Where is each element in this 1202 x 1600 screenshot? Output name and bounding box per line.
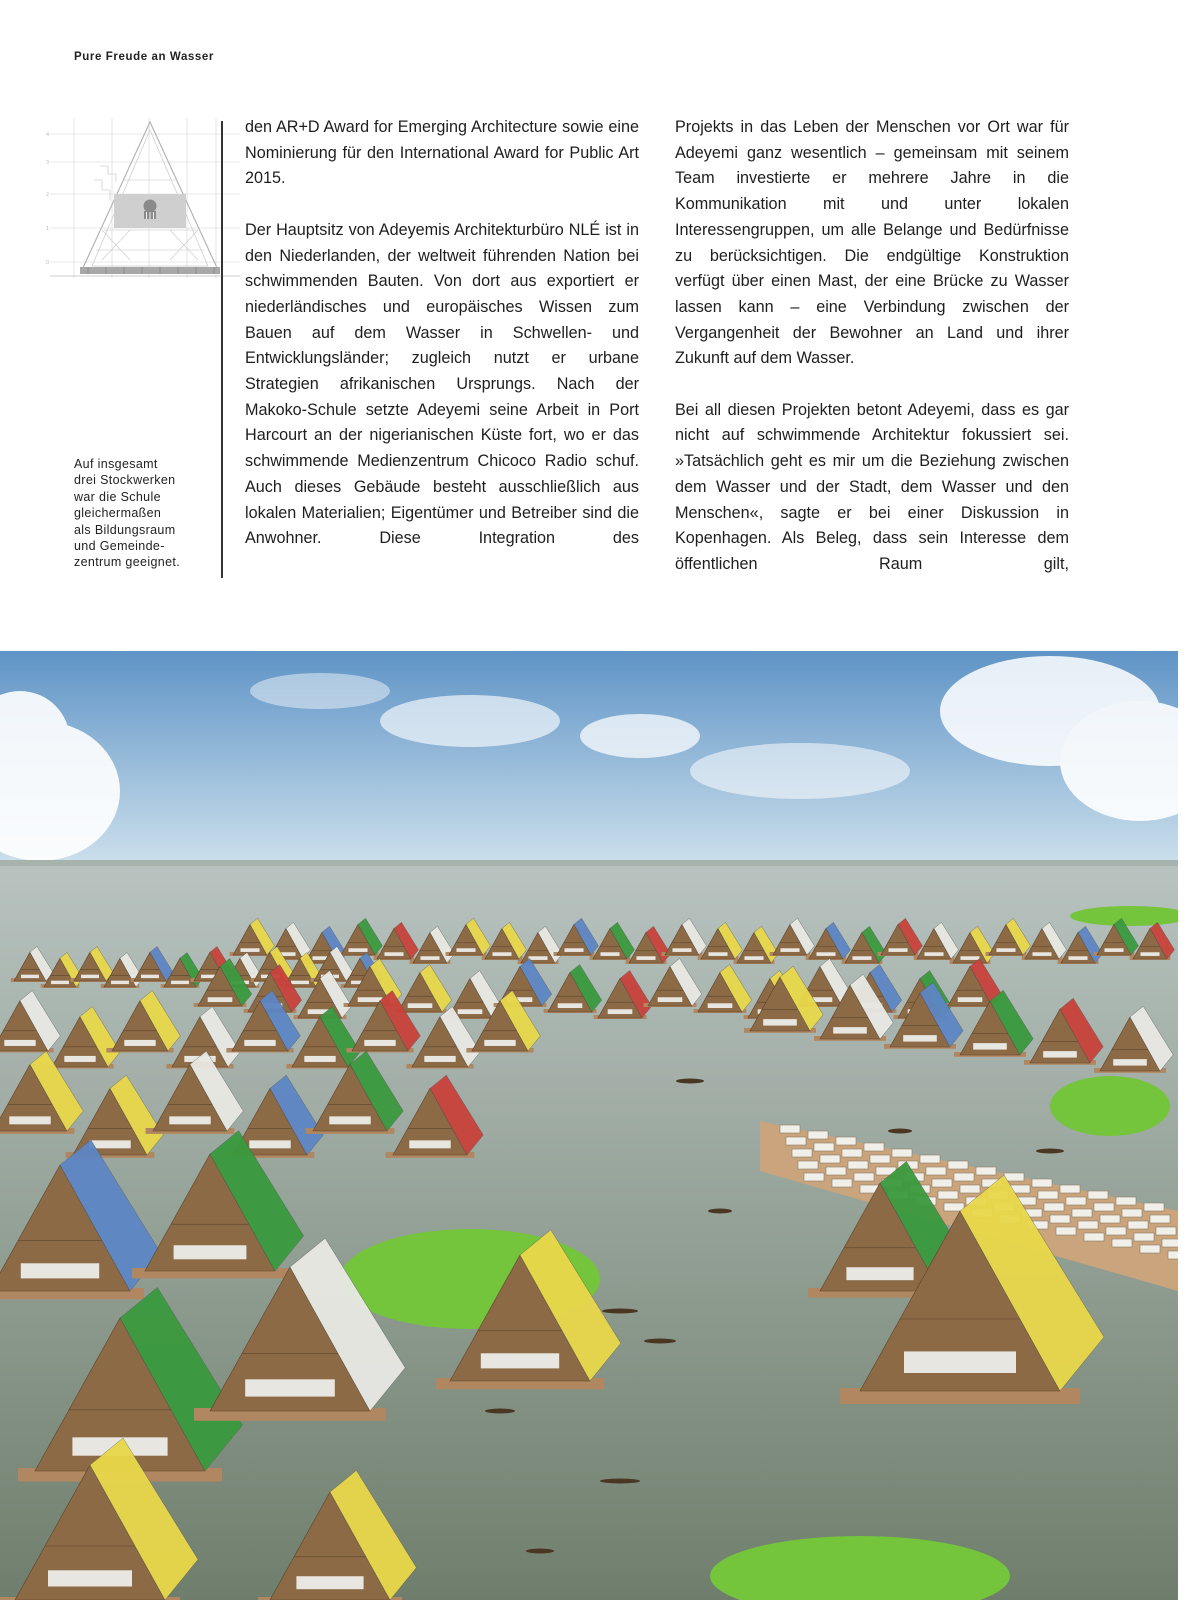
market-stall [842,1149,862,1157]
market-stall [938,1191,958,1199]
market-stall [1044,1203,1064,1211]
market-stall [1106,1227,1126,1235]
canoe [644,1339,676,1344]
market-stall [1156,1227,1176,1235]
market-stall [976,1167,996,1175]
market-stall [798,1161,818,1169]
market-stall [1134,1233,1154,1241]
svg-text:1: 1 [46,226,50,232]
canoe [602,1309,638,1314]
market-stall [1140,1245,1160,1253]
svg-text:2: 2 [46,192,50,198]
market-stall [1088,1191,1108,1199]
market-stall [826,1167,846,1175]
canoe [888,1129,912,1134]
canoe [1036,1149,1064,1154]
canoe [526,1549,554,1554]
market-stall [864,1143,884,1151]
market-stall [1144,1203,1164,1211]
text-column-1 [245,115,639,552]
caption-line: als Bildungsraum [74,522,176,537]
market-stall [848,1161,868,1169]
paragraph: Der Hauptsitz von Adeyemis Architekturbüro NLÉ ist in den Niederlanden, der weltweit führenden Nation bei schwimmenden Bauten. Von dort aus exportiert er niederländisches und europäisches Wissen zum Bauen auf dem Wasser in Schwellen- und Entwicklungsländer; zugleich nutzt er urbane Strategien afrikanischen Ursprungs. Nach der Makoko-Schule setzte Adeyemi seine Arbeit in Port Harcourt an der nigerianischen Küste fort, wo er das schwimmende Medienzentrum Chicoco Radio schuf. Auch dieses Gebäude besteht ausschließlich aus lokalen Materialien; Eigentümer und Betreiber sind die Anwohner. Diese Integration des [245,220,639,548]
market-stall [1100,1215,1120,1223]
market-stall [1056,1227,1076,1235]
market-stall [814,1143,834,1151]
school-elevation-drawing [44,110,240,292]
market-stall [1094,1203,1114,1211]
market-stall [944,1203,964,1211]
caption-line: Auf insgesamt [74,457,158,471]
market-stall [1112,1239,1132,1247]
paragraph: Bei all diesen Projekten betont Adeyemi, dass es gar nicht auf schwimmende Architektur fokussiert sei. »Tatsächlich geht es mir um die Beziehung zwischen dem Wasser und der Stadt, dem Wasser und den Menschen«, sagte er bei einer Diskussion in Kopenhagen. Als Beleg, dass sein Interesse dem öffentlichen Raum gilt, [675,400,1069,573]
market-stall [780,1125,800,1133]
market-stall [1078,1221,1098,1229]
market-stall [786,1137,806,1145]
market-stall [854,1173,874,1181]
svg-text:4: 4 [46,132,50,138]
market-stall [832,1179,852,1187]
market-stall [1128,1221,1148,1229]
market-stall [926,1167,946,1175]
paragraph: den AR+D Award for Emerging Architecture sowie eine Nominierung für den International Award for Public Art 2015. [245,118,639,188]
svg-text:0: 0 [46,260,50,266]
market-stall [1060,1185,1080,1193]
market-stall [792,1149,812,1157]
market-stall [948,1161,968,1169]
canoe [485,1409,515,1414]
vertical-rule [221,121,223,578]
market-stall [954,1173,974,1181]
market-stall [1072,1209,1092,1217]
canoe [600,1479,640,1484]
market-stall [1150,1215,1170,1223]
svg-text:3: 3 [46,160,50,166]
caption-line: gleichermaßen [74,506,162,521]
caption-line: zentrum geeignet. [74,555,181,570]
market-stall [960,1185,980,1193]
market-stall [1162,1239,1178,1247]
running-head: Pure Freude an Wasser [74,51,214,63]
market-stall [1122,1209,1142,1217]
market-stall [836,1137,856,1145]
floating-village-scene [0,651,1178,1600]
market-stall [870,1155,890,1163]
market-stall [932,1179,952,1187]
text-column-2 [675,115,1069,578]
caption-line: und Gemeinde- [74,539,165,554]
market-stall [920,1155,940,1163]
paragraph: Projekts in das Leben der Menschen vor Ort war für Adeyemi ganz wesentlich – gemeinsam mit seinem Team investierte er mehrere Jahre in die Kommunikation mit und unter lokalen Interessengruppen, um alle Belange und Bedürfnisse zu berücksichtigen. Die endgültige Konstruktion verfügt über einen Mast, der eine Brücke zu Wasser lassen kann – eine Verbindung zwischen der Vergangenheit der Bewohner an Land und ihrer Zukunft auf dem Wasser. [675,118,1069,368]
market-stall [1050,1215,1070,1223]
market-stall [808,1131,828,1139]
caption-line: war die Schule [74,489,161,504]
caption-line: drei Stockwerken [74,473,176,488]
market-stall [1084,1233,1104,1241]
market-stall [892,1149,912,1157]
market-stall [1038,1191,1058,1199]
canoe [676,1079,704,1084]
floating-village-rendering [0,651,1178,1600]
figure-caption [74,456,210,571]
market-stall [1032,1179,1052,1187]
market-stall [1066,1197,1086,1205]
market-stall [820,1155,840,1163]
market-stall [1168,1251,1178,1259]
canoe [708,1209,732,1214]
market-stall [804,1173,824,1181]
market-stall [1116,1197,1136,1205]
